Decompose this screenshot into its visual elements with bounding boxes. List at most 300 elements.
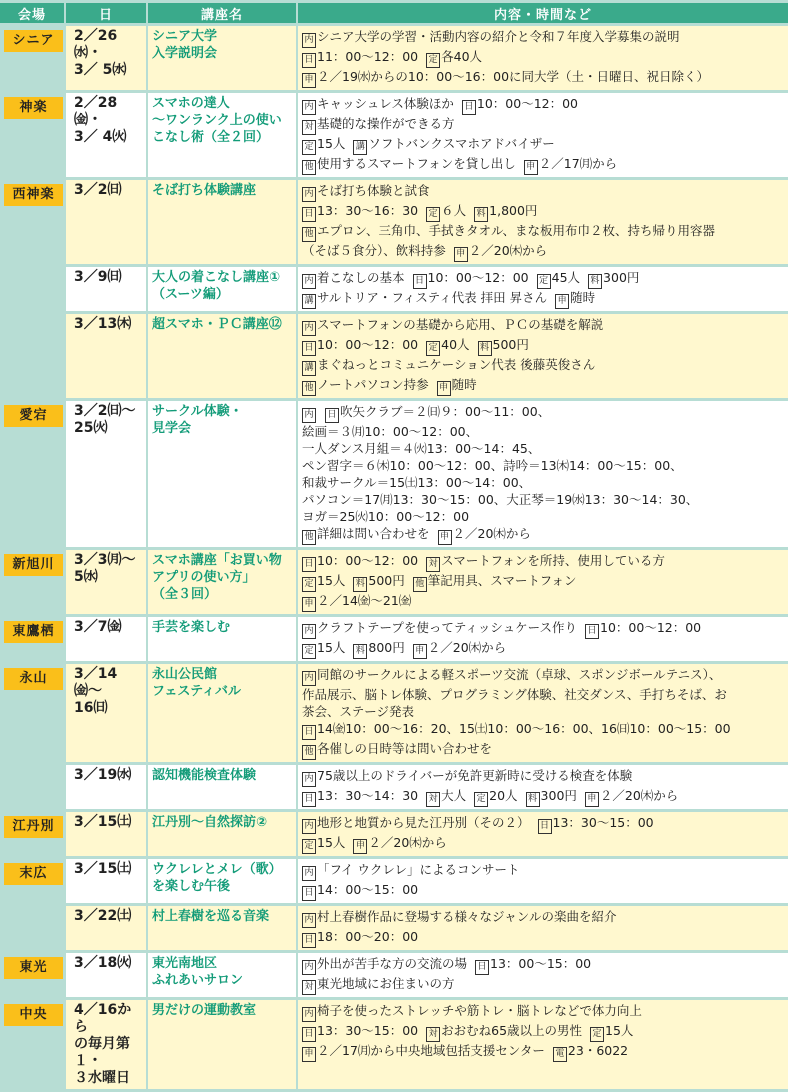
content-segment (302, 458, 683, 473)
category-tag-icon: 定 (537, 274, 551, 289)
content-cell (298, 859, 788, 903)
date-line: 5㈬ (74, 569, 98, 585)
content-line (302, 908, 784, 928)
content-line (302, 975, 784, 995)
content-segment (426, 788, 466, 803)
content-line (302, 861, 784, 881)
content-text: 500円 (492, 337, 529, 352)
venue-cell (0, 1000, 66, 1089)
content-cell (298, 812, 788, 856)
content-segment (302, 704, 414, 719)
category-tag-icon: 他 (302, 530, 316, 545)
content-cell (298, 314, 788, 398)
date-line: 3／3㈪〜 (74, 552, 136, 568)
date-cell (66, 617, 148, 661)
content-segment (302, 337, 418, 352)
content-text: エプロン、三角巾、手拭きタオル、まな板用布巾２枚、持ち帰り用容器 (317, 223, 716, 238)
category-tag-icon: 内 (302, 100, 316, 115)
content-segment (538, 815, 654, 830)
category-tag-icon: 料 (478, 341, 492, 356)
content-text: スマートフォンを所持、使用している方 (441, 553, 665, 568)
category-tag-icon: 定 (474, 792, 488, 807)
table-row (0, 617, 788, 661)
content-text: 同館のサークルによる軽スポーツ交流（卓球、スポンジボールテニス）、 (317, 667, 722, 682)
content-text: シニア大学の学習・活動内容の紹介と令和７年度入学募集の説明 (317, 29, 680, 44)
content-text: 15人 (317, 573, 346, 588)
content-segment (302, 492, 698, 507)
content-segment (302, 526, 430, 541)
content-line (302, 95, 784, 115)
content-line (302, 457, 784, 474)
category-tag-icon: 対 (302, 980, 316, 995)
content-text: 800円 (368, 640, 405, 655)
content-segment (553, 1043, 628, 1058)
table-row (0, 267, 788, 311)
date-cell (66, 93, 148, 177)
table-row (0, 401, 788, 547)
category-tag-icon: 日 (302, 341, 316, 356)
content-line (302, 814, 784, 834)
content-text: 使用するスマートフォンを貸し出し (317, 156, 516, 171)
content-line (302, 740, 784, 760)
content-segment (302, 404, 317, 419)
content-line (302, 403, 784, 423)
content-segment (302, 788, 418, 803)
content-text: 45人 (551, 270, 581, 285)
category-tag-icon: 内 (302, 624, 316, 639)
content-text: 大人 (441, 788, 467, 803)
content-line (302, 48, 784, 68)
lecture-name-cell (148, 812, 298, 856)
content-line (302, 666, 784, 686)
content-segment (302, 553, 418, 568)
category-tag-icon: 内 (302, 913, 316, 928)
category-tag-icon: 日 (585, 624, 599, 639)
table-row (0, 180, 788, 264)
lecture-name-line: 江丹別〜自然探訪② (152, 815, 268, 830)
content-segment (302, 49, 418, 64)
content-segment (302, 667, 721, 682)
category-tag-icon: 内 (302, 671, 316, 686)
venue-cell (0, 953, 66, 997)
date-line: ３水曜日 (74, 1070, 130, 1086)
content-text: 23・6022 (567, 1043, 629, 1058)
content-segment (302, 640, 345, 655)
content-segment (302, 687, 727, 702)
content-line (302, 68, 784, 88)
category-tag-icon: 定 (426, 207, 440, 222)
content-line (302, 552, 784, 572)
content-text: 13：30〜14：30 (317, 788, 419, 803)
lecture-name-cell (148, 267, 298, 311)
date-cell (66, 664, 148, 762)
content-segment (302, 721, 731, 736)
content-segment (302, 223, 715, 238)
lecture-name-cell (148, 314, 298, 398)
lecture-name-line: スマホの達人 (152, 96, 230, 111)
content-text: 随時 (451, 377, 477, 392)
content-text: スマートフォンの基礎から応用、ＰＣの基礎を解説 (317, 317, 604, 332)
category-tag-icon: 定 (302, 140, 316, 155)
category-tag-icon: 申 (438, 530, 452, 545)
category-tag-icon: 内 (302, 960, 316, 975)
content-segment (588, 270, 639, 285)
lecture-name-line: 永山公民館 (152, 667, 218, 682)
content-segment (302, 862, 520, 877)
content-segment (353, 835, 446, 850)
date-line: 3／2㈰〜 (74, 403, 136, 419)
date-line: の毎月第１・ (74, 1036, 130, 1069)
category-tag-icon: 申 (353, 839, 367, 854)
content-segment (353, 573, 404, 588)
content-text: ２／20㈭から (427, 640, 507, 655)
content-text: ２／17㈪から (538, 156, 618, 171)
table-body (0, 26, 788, 1089)
date-line: 2／28㈮・ (74, 95, 118, 128)
content-line (302, 1002, 784, 1022)
header-date: 日 (66, 3, 148, 23)
lecture-name-cell (148, 859, 298, 903)
content-segment (302, 243, 446, 258)
content-text: 茶会、ステージ発表 (302, 704, 415, 719)
content-segment (302, 1043, 545, 1058)
content-cell (298, 1000, 788, 1089)
date-line: 3／2㈰ (74, 182, 122, 198)
category-tag-icon: 電 (553, 1047, 567, 1062)
content-cell (298, 93, 788, 177)
date-cell (66, 765, 148, 809)
category-tag-icon: 日 (302, 207, 316, 222)
category-tag-icon: 日 (302, 53, 316, 68)
content-line (302, 720, 784, 740)
date-cell (66, 267, 148, 311)
lecture-name-cell (148, 93, 298, 177)
content-segment (426, 203, 466, 218)
lecture-name-line: を楽しむ午後 (152, 879, 231, 894)
date-cell (66, 953, 148, 997)
content-cell (298, 617, 788, 661)
content-line (302, 592, 784, 612)
date-line: 3／ 5㈬ (74, 62, 127, 78)
content-segment (302, 96, 454, 111)
category-tag-icon: 日 (302, 725, 316, 740)
category-tag-icon: 定 (302, 644, 316, 659)
content-cell (298, 953, 788, 997)
content-segment (438, 526, 531, 541)
date-cell (66, 812, 148, 856)
venue-badge: 江丹別 (4, 816, 63, 838)
content-text: ６人 (441, 203, 467, 218)
content-segment (537, 270, 580, 285)
category-tag-icon: 対 (426, 1027, 440, 1042)
content-cell (298, 26, 788, 90)
content-segment (302, 69, 709, 84)
venue-badge: 東鷹栖 (4, 621, 63, 643)
venue-cell (0, 664, 66, 809)
category-tag-icon: 内 (302, 33, 316, 48)
content-text: ２／14㈮〜21㈮ (317, 593, 412, 608)
content-segment (302, 203, 418, 218)
category-tag-icon: 対 (426, 557, 440, 572)
date-line: 3／22㈯ (74, 908, 132, 924)
content-line (302, 336, 784, 356)
content-line (302, 619, 784, 639)
lecture-name-line: そば打ち体験講座 (152, 183, 257, 198)
lecture-name-cell (148, 1000, 298, 1089)
lecture-name-cell (148, 550, 298, 614)
category-tag-icon: 定 (426, 341, 440, 356)
category-tag-icon: 料 (474, 207, 488, 222)
category-tag-icon: 内 (302, 187, 316, 202)
content-segment (302, 815, 530, 830)
content-segment (302, 183, 430, 198)
content-segment (302, 441, 540, 456)
content-line (302, 955, 784, 975)
content-text: 20人 (489, 788, 518, 803)
content-line (302, 440, 784, 457)
lecture-name-line: 村上春樹を巡る音楽 (152, 909, 270, 924)
content-text: 作品展示、脳トレ体験、プログラミング体験、社交ダンス、手打ちそば、お (302, 687, 727, 702)
content-segment (302, 882, 418, 897)
venue-cell (0, 550, 66, 614)
date-cell (66, 401, 148, 547)
venue-badge: 神楽 (4, 97, 63, 119)
content-line (302, 491, 784, 508)
content-segment (302, 1003, 642, 1018)
content-segment (302, 377, 429, 392)
content-segment (526, 788, 577, 803)
content-segment (302, 270, 405, 285)
content-segment (353, 640, 404, 655)
content-text: まぐねっとコミュニケーション代表 後藤英俊さん (317, 357, 596, 372)
table-row (0, 812, 788, 856)
lecture-name-cell (148, 664, 298, 762)
content-segment (302, 929, 418, 944)
content-text: 椅子を使ったストレッチや筋トレ・脳トレなどで体力向上 (317, 1003, 642, 1018)
date-line: 3／19㈬ (74, 767, 132, 783)
category-tag-icon: 定 (302, 839, 316, 854)
content-text: 詳細は問い合わせを (317, 526, 430, 541)
content-text: 300円 (603, 270, 640, 285)
table-row (0, 1000, 788, 1089)
content-segment (302, 593, 411, 608)
content-segment (302, 290, 547, 305)
content-line (302, 182, 784, 202)
content-text: 外出が苦手な方の交流の場 (317, 956, 468, 971)
content-cell (298, 664, 788, 762)
content-segment (302, 116, 455, 131)
content-segment (302, 509, 469, 524)
content-text: ２／19㈬からの10：00〜16：00に同大学（土・日曜日、祝日除く） (317, 69, 710, 84)
content-segment (302, 317, 603, 332)
date-cell (66, 859, 148, 903)
table-row (0, 765, 788, 809)
content-text: そば打ち体験と試食 (317, 183, 430, 198)
lecture-name-line: 手芸を楽しむ (152, 620, 231, 635)
lecture-name-line: 男だけの運動教室 (152, 1003, 257, 1018)
date-cell (66, 314, 148, 398)
content-text: 11：00〜12：00 (317, 49, 419, 64)
venue-badge: 西神楽 (4, 184, 63, 206)
table-row (0, 314, 788, 398)
category-tag-icon: 定 (590, 1027, 604, 1042)
content-segment (302, 573, 345, 588)
date-cell (66, 26, 148, 90)
content-segment (454, 243, 547, 258)
date-line: 3／7㈮ (74, 619, 122, 635)
category-tag-icon: 講 (353, 140, 367, 155)
category-tag-icon: 講 (302, 294, 316, 309)
content-line (302, 356, 784, 376)
content-segment (302, 1023, 418, 1038)
content-text: 15人 (317, 640, 346, 655)
content-text: 一人ダンス月組＝４㈫13：00〜14：45、 (302, 441, 541, 456)
content-segment (302, 475, 531, 490)
content-segment (302, 136, 345, 151)
venue-badge: 東光 (4, 957, 63, 979)
category-tag-icon: 定 (426, 53, 440, 68)
content-segment (474, 788, 517, 803)
content-segment (302, 909, 616, 924)
header-name: 講座名 (148, 3, 298, 23)
content-text: おおむね65歳以上の男性 (441, 1023, 583, 1038)
content-text: ソフトバンクスマホアドバイザー (368, 136, 555, 151)
venue-badge: 中央 (4, 1004, 63, 1026)
content-segment (474, 203, 537, 218)
category-tag-icon: 申 (413, 644, 427, 659)
content-segment (302, 357, 595, 372)
table-row (0, 953, 788, 997)
lecture-name-cell (148, 906, 298, 950)
category-tag-icon: 他 (302, 227, 316, 242)
content-text: 13：30〜15：00 (317, 1023, 419, 1038)
category-tag-icon: 申 (302, 73, 316, 88)
venue-badge: 末広 (4, 863, 63, 885)
content-segment (462, 96, 578, 111)
lecture-name-line: ウクレレとメレ（歌） (152, 862, 282, 877)
content-segment (555, 290, 595, 305)
content-cell (298, 765, 788, 809)
category-tag-icon: 内 (302, 408, 316, 423)
date-line: 16㈰ (74, 700, 108, 716)
content-text: 基礎的な操作ができる方 (317, 116, 455, 131)
content-segment (413, 573, 577, 588)
category-tag-icon: 日 (538, 819, 552, 834)
category-tag-icon: 対 (426, 792, 440, 807)
content-text: ２／20㈭から (368, 835, 447, 850)
content-text: 各40人 (441, 49, 483, 64)
content-text: 13：00〜15：00 (490, 956, 592, 971)
content-segment (302, 741, 492, 756)
category-tag-icon: 申 (302, 597, 316, 612)
category-tag-icon: 内 (302, 819, 316, 834)
header-content: 内容・時間など (298, 3, 788, 23)
category-tag-icon: 内 (302, 1007, 316, 1022)
content-cell (298, 180, 788, 264)
date-line: 3／9㈰ (74, 269, 122, 285)
content-text: 10：00〜12：00 (317, 337, 419, 352)
content-text: 絵画＝３㈪10：00〜12：00、 (302, 424, 479, 439)
content-text: ヨガ＝25㈫10：00〜12：00 (302, 509, 470, 524)
venue-badge: 新旭川 (4, 554, 63, 576)
category-tag-icon: 日 (475, 960, 489, 975)
content-text: 和裁サークル＝15㈯13：00〜14：00、 (302, 475, 532, 490)
category-tag-icon: 日 (302, 933, 316, 948)
lecture-name-line: スマホ講座「お買い物 (152, 553, 282, 568)
content-text: ２／17㈪から中央地域包括支援センター (317, 1043, 545, 1058)
content-line (302, 572, 784, 592)
content-segment (585, 788, 678, 803)
venue-cell (0, 93, 66, 177)
content-cell (298, 906, 788, 950)
table-row (0, 550, 788, 614)
date-cell (66, 906, 148, 950)
category-tag-icon: 日 (325, 408, 339, 423)
content-segment (302, 620, 577, 635)
venue-badge: シニア (4, 30, 63, 52)
category-tag-icon: 日 (302, 886, 316, 901)
category-tag-icon: 他 (302, 381, 316, 396)
content-text: 東光地域にお住まいの方 (317, 976, 455, 991)
content-cell (298, 401, 788, 547)
content-line (302, 242, 784, 262)
content-text: サルトリア・フィスティ代表 拝田 昇さん (317, 290, 548, 305)
content-line (302, 1022, 784, 1042)
content-cell (298, 550, 788, 614)
category-tag-icon: 定 (302, 577, 316, 592)
date-line: 3／14㈮〜 (74, 666, 118, 699)
content-segment (478, 337, 529, 352)
content-segment (302, 29, 680, 44)
content-segment (353, 136, 554, 151)
content-segment (302, 956, 467, 971)
content-line (302, 269, 784, 289)
content-segment (590, 1023, 633, 1038)
content-line (302, 928, 784, 948)
content-text: 13：30〜16：30 (317, 203, 419, 218)
category-tag-icon: 日 (302, 557, 316, 572)
content-text: 筆記用具、スマートフォン (427, 573, 577, 588)
content-text: 300円 (540, 788, 577, 803)
content-line (302, 834, 784, 854)
lecture-name-line: 〜ワンランク上の使い (152, 113, 282, 128)
content-text: 15人 (317, 835, 346, 850)
content-text: 75歳以上のドライバーが免許更新時に受ける検査を体験 (317, 768, 633, 783)
lecture-name-line: こなし術（全２回） (152, 130, 270, 145)
content-line (302, 1042, 784, 1062)
content-line (302, 289, 784, 309)
content-segment (302, 835, 345, 850)
content-segment (302, 156, 516, 171)
venue-cell (0, 180, 66, 398)
content-text: 500円 (368, 573, 405, 588)
content-line (302, 115, 784, 135)
lecture-name-cell (148, 953, 298, 997)
category-tag-icon: 料 (353, 577, 367, 592)
content-text: 10：00〜12：00 (600, 620, 702, 635)
content-segment (426, 337, 469, 352)
content-segment (437, 377, 477, 392)
content-text: 13：30〜15：00 (552, 815, 654, 830)
content-text: 各催しの日時等は問い合わせを (317, 741, 493, 756)
content-text: 地形と地質から見た江丹別（その２） (317, 815, 530, 830)
content-segment (413, 270, 529, 285)
content-text: 18：00〜20：00 (317, 929, 419, 944)
category-tag-icon: 日 (462, 100, 476, 115)
date-cell (66, 550, 148, 614)
lecture-name-line: 超スマホ・ＰＣ講座⑫ (152, 317, 282, 332)
content-text: ２／20㈭から (599, 788, 679, 803)
